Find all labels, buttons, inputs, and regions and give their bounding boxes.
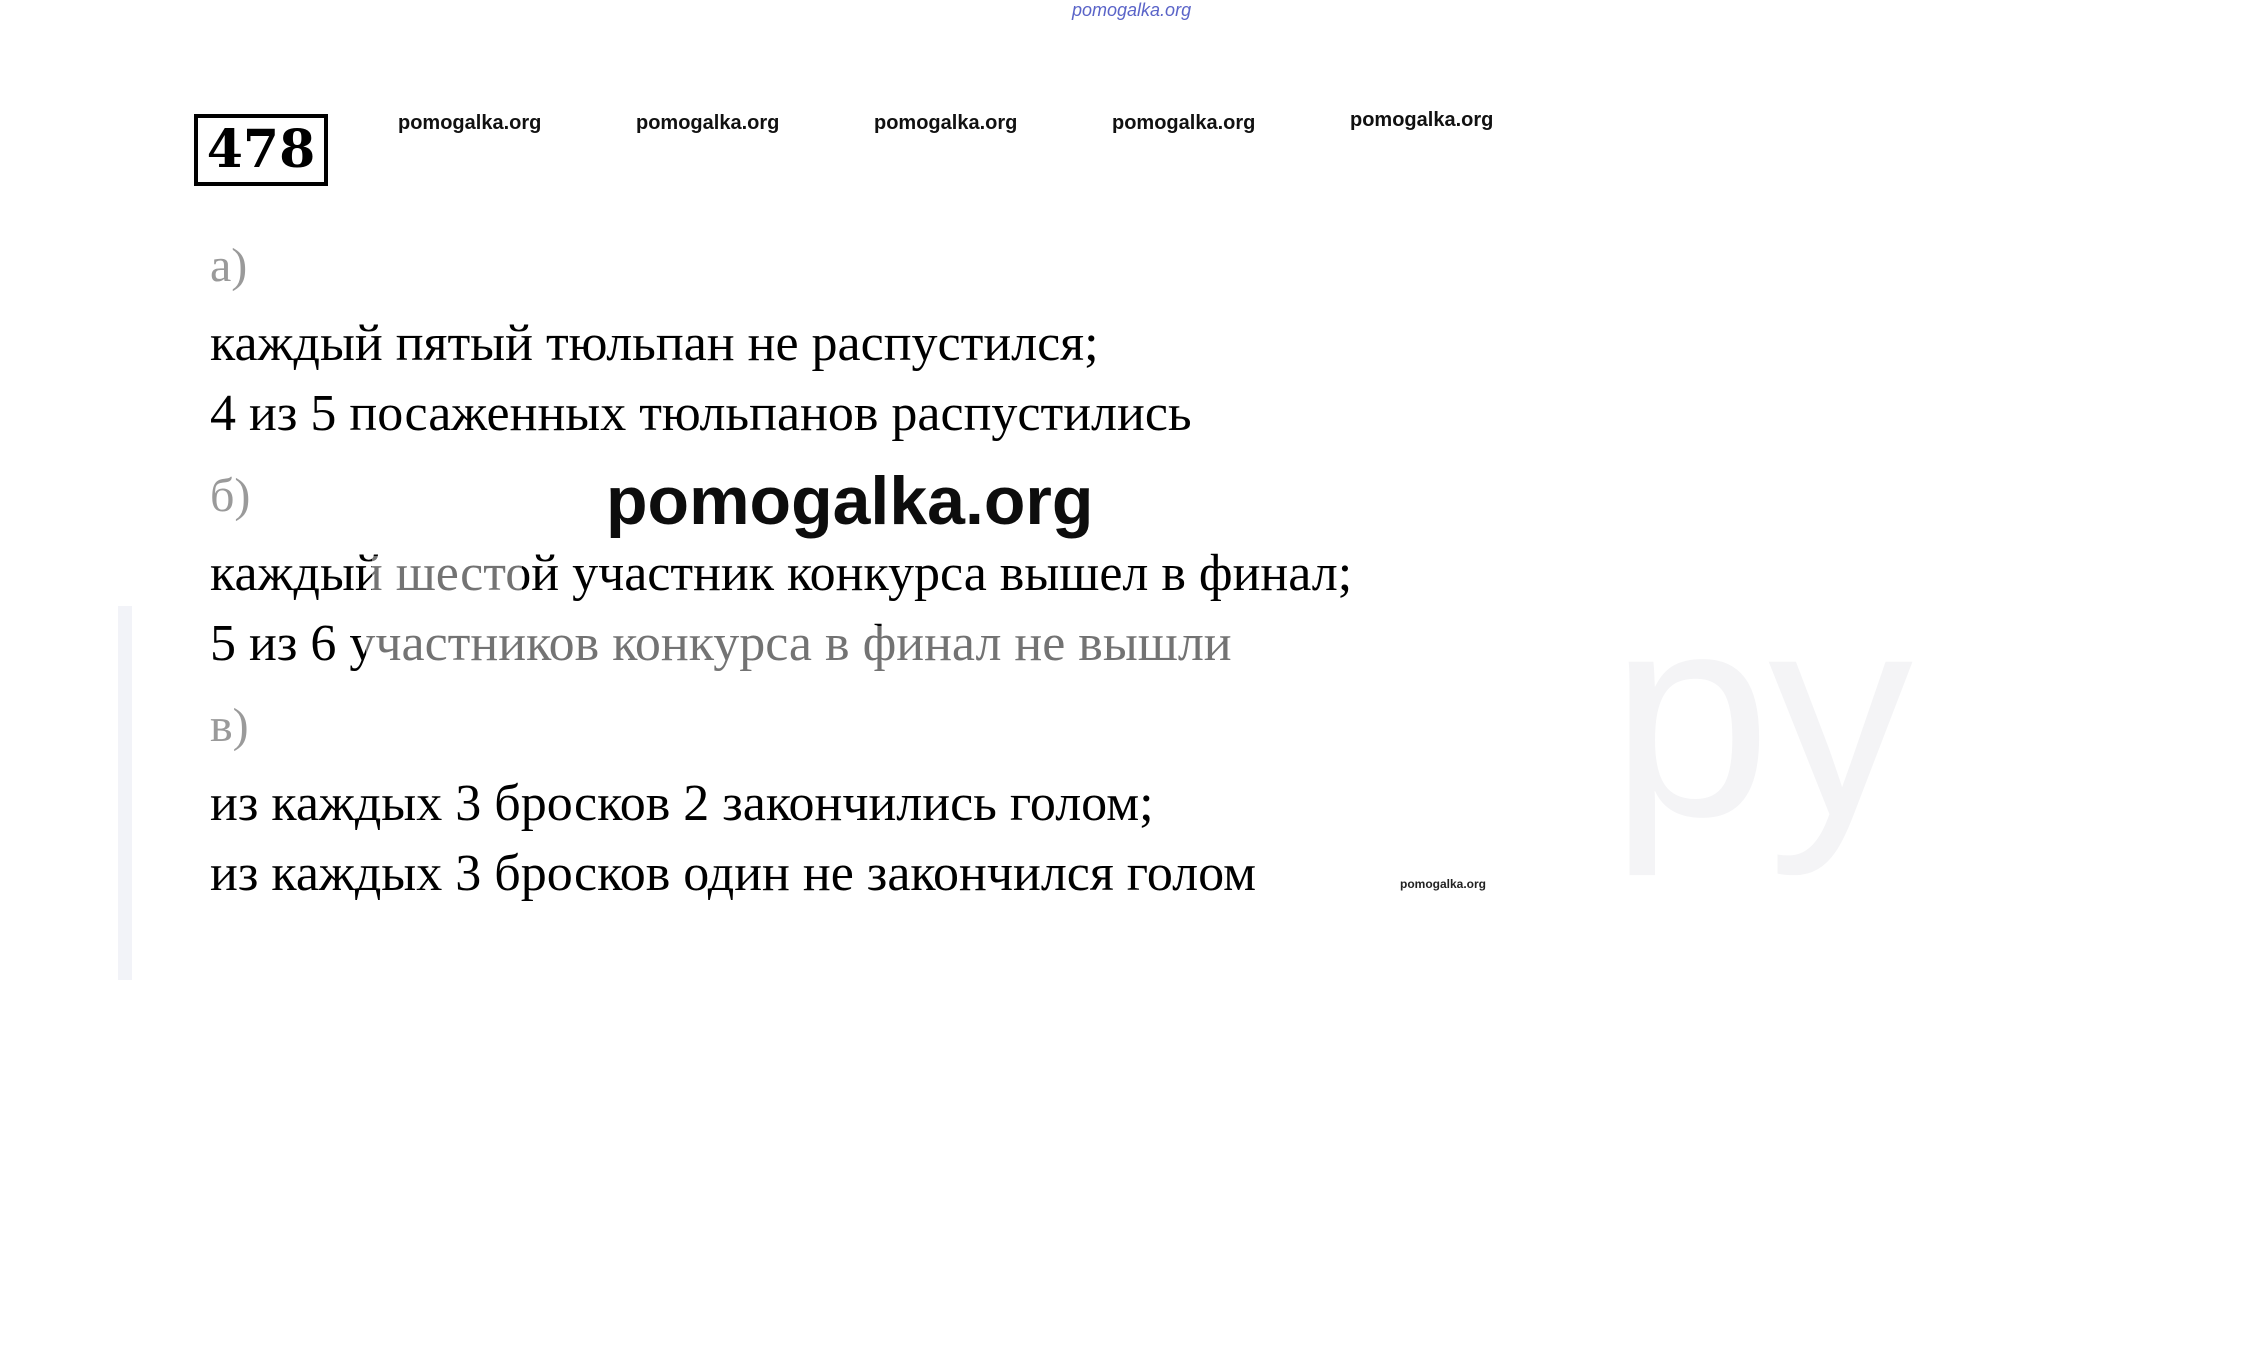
watermark-wash: [366, 626, 1366, 676]
trailing-watermark: pomogalka.org: [1400, 877, 1487, 891]
section-label-b: б): [210, 469, 251, 522]
section-label-c: в): [210, 699, 249, 752]
task-number: 478: [206, 119, 316, 180]
answer-line: 5 из 6 участников конкурса в финал не вышли: [210, 615, 1232, 672]
center-watermark: pomogalka.org: [606, 463, 1094, 539]
section-label-a: а): [210, 239, 248, 292]
faint-left-bar: [118, 606, 132, 980]
faint-background-watermark: ру: [1610, 553, 1914, 877]
header-watermark: pomogalka.org: [1112, 112, 1256, 134]
answer-line: каждый шестой участник конкурса вышел в финал;: [210, 545, 1353, 602]
header-watermark: pomogalka.org: [398, 112, 542, 134]
header-watermark: pomogalka.org: [636, 112, 780, 134]
header-watermark: pomogalka.org: [1350, 109, 1494, 131]
task-number-box: [194, 114, 328, 186]
answer-line: из каждых 3 бросков 2 закончились голом;: [210, 775, 1154, 832]
header-watermark: pomogalka.org: [874, 112, 1018, 134]
top-watermark: pomogalka.org: [1072, 0, 1192, 20]
answer-line: каждый пятый тюльпан не распустился;: [210, 315, 1099, 372]
answer-line: из каждых 3 бросков один не закончился голом: [210, 845, 1256, 902]
watermark-wash: [372, 556, 522, 606]
answer-line: 4 из 5 посаженных тюльпанов распустились: [210, 385, 1192, 442]
